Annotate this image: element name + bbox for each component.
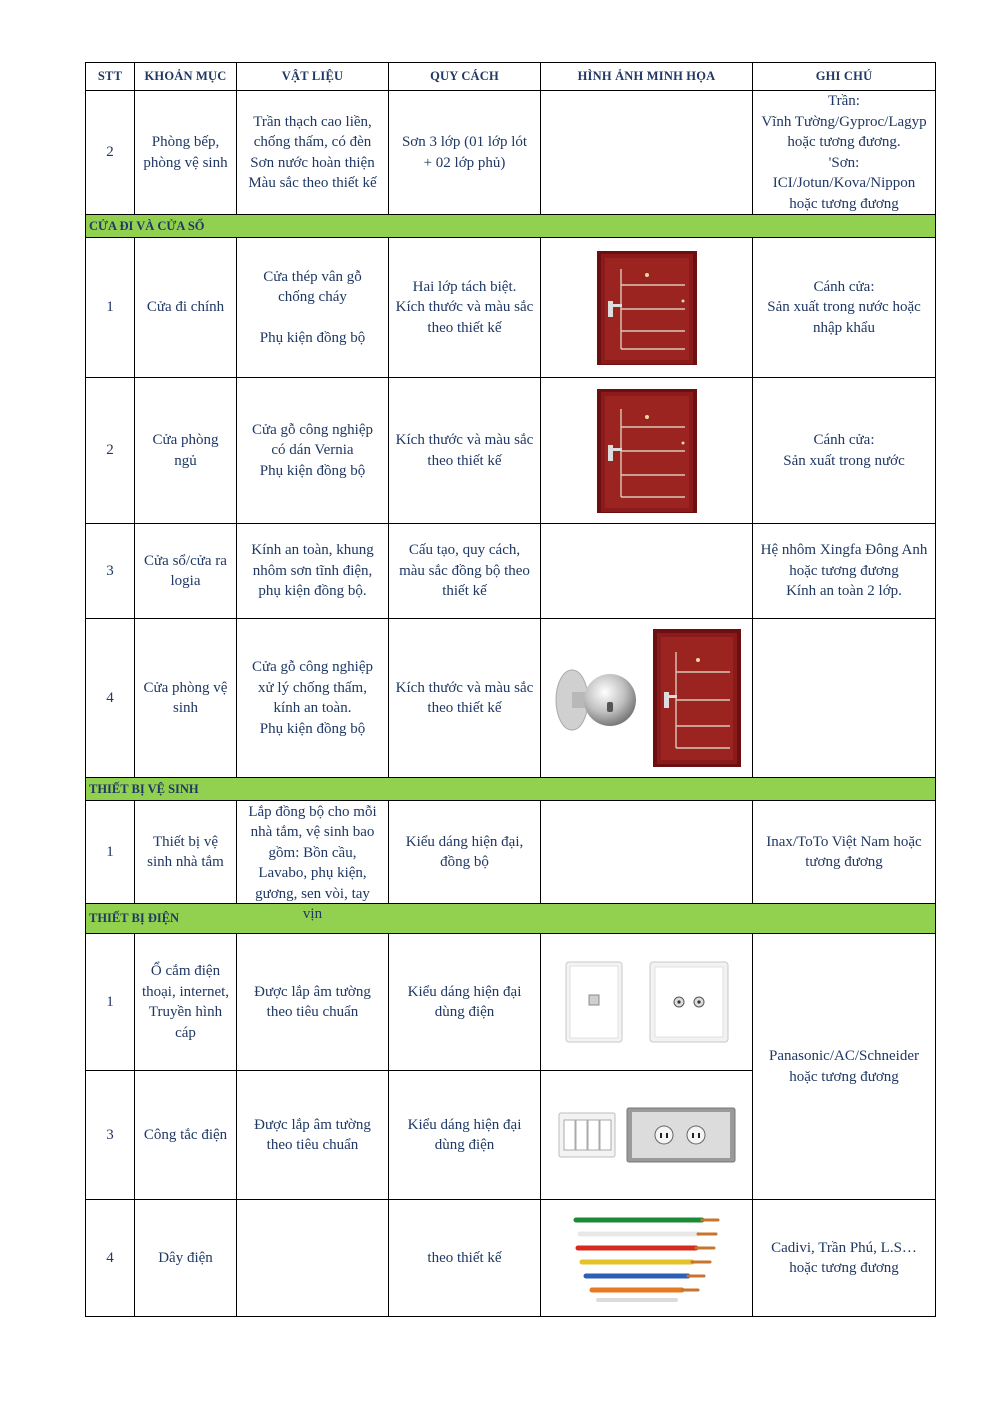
row-image xyxy=(541,801,753,904)
header-stt: STT xyxy=(86,63,135,91)
row-material-cell xyxy=(237,801,389,922)
header-row xyxy=(86,63,936,91)
header-image: HÌNH ẢNH MINH HỌA xyxy=(541,63,753,91)
row-image xyxy=(541,378,753,524)
row-image xyxy=(541,619,753,778)
table-row xyxy=(86,238,936,378)
header-spec: QUY CÁCH xyxy=(389,63,541,91)
row-note: Cánh cửa: Sản xuất trong nước hoặc nhập khẩu xyxy=(753,238,936,378)
row-stt: 1 xyxy=(86,934,135,1071)
row-note: Cánh cửa: Sản xuất trong nước xyxy=(753,378,936,524)
section-header-sanitary xyxy=(86,778,936,801)
section-title: THIẾT BỊ VỆ SINH xyxy=(86,778,936,801)
row-item: Cửa đi chính xyxy=(135,238,237,378)
row-item: Thiết bị vệ sinh nhà tắm xyxy=(135,801,237,904)
row-item: Dây điện xyxy=(135,1200,237,1317)
spec-table xyxy=(85,62,936,1317)
row-image xyxy=(541,238,753,378)
table-row xyxy=(86,619,936,778)
row-note xyxy=(753,619,936,778)
light-switch-image xyxy=(558,1112,616,1158)
row-spec: Kích thước và màu sắc theo thiết kế xyxy=(389,378,541,524)
row-stt: 2 xyxy=(86,91,135,215)
door-image xyxy=(652,628,742,768)
row-spec: Cấu tạo, quy cách, màu sắc đồng bộ theo thiết kế xyxy=(389,524,541,619)
door-image xyxy=(595,387,699,515)
row-note: Cadivi, Trần Phú, L.S… hoặc tương đương xyxy=(753,1200,936,1317)
row-material: Trần thạch cao liền, chống thấm, có đèn Sơn nước hoàn thiện Màu sắc theo thiết kế xyxy=(237,91,389,215)
row-material: Cửa thép vân gỗ chống cháy Phụ kiện đồng bộ xyxy=(237,238,389,378)
row-item: Công tắc điện xyxy=(135,1071,237,1200)
section-title: THIẾT BỊ ĐIỆN xyxy=(86,904,936,934)
row-spec: Hai lớp tách biệt. Kích thước và màu sắc theo thiết kế xyxy=(389,238,541,378)
table-row xyxy=(86,1200,936,1317)
row-spec: Kiểu dáng hiện đại dùng điện xyxy=(389,1071,541,1200)
door-image xyxy=(595,249,699,367)
row-stt: 4 xyxy=(86,1200,135,1317)
row-note: Trần: Vĩnh Tường/Gyproc/Lagyp hoặc tương đương. 'Sơn: ICI/Jotun/Kova/Nippon hoặc tương đương xyxy=(753,91,936,215)
power-outlet-image xyxy=(626,1107,736,1163)
row-image xyxy=(541,934,753,1071)
row-spec: Sơn 3 lớp (01 lớp lót + 02 lớp phủ) xyxy=(389,91,541,215)
row-material: Cửa gỗ công nghiệp có dán Vernia Phụ kiện đồng bộ xyxy=(237,378,389,524)
row-item: Ổ cắm điện thoại, internet, Truyền hình cáp xyxy=(135,934,237,1071)
row-spec: Kích thước và màu sắc theo thiết kế xyxy=(389,619,541,778)
row-stt: 1 xyxy=(86,238,135,378)
table-row xyxy=(86,378,936,524)
row-stt: 1 xyxy=(86,801,135,904)
phone-socket-image xyxy=(565,961,623,1043)
header-material: VẬT LIỆU xyxy=(237,63,389,91)
row-material: Kính an toàn, khung nhôm sơn tĩnh điện, phụ kiện đồng bộ. xyxy=(237,524,389,619)
row-image xyxy=(541,1200,753,1317)
row-spec: Kiểu dáng hiện đại, đồng bộ xyxy=(389,801,541,904)
tv-socket-image xyxy=(649,961,729,1043)
table-row xyxy=(86,91,936,215)
table-row xyxy=(86,934,936,1071)
door-knob-image xyxy=(552,658,644,738)
section-header-electrical xyxy=(86,904,936,934)
row-stt: 3 xyxy=(86,524,135,619)
section-header-doors xyxy=(86,215,936,238)
row-note: Inax/ToTo Việt Nam hoặc tương đương xyxy=(753,801,936,904)
row-item: Cửa phòng ngủ xyxy=(135,378,237,524)
table-row xyxy=(86,801,936,904)
row-material: Cửa gỗ công nghiệp xử lý chống thấm, kính an toàn. Phụ kiện đồng bộ xyxy=(237,619,389,778)
row-spec: Kiểu dáng hiện đại dùng điện xyxy=(389,934,541,1071)
row-image xyxy=(541,91,753,215)
row-material xyxy=(237,1200,389,1317)
row-note: Hệ nhôm Xingfa Đông Anh hoặc tương đương Kính an toàn 2 lớp. xyxy=(753,524,936,619)
electric-wires-image xyxy=(572,1212,722,1304)
row-note: Panasonic/AC/Schneider hoặc tương đương xyxy=(753,934,936,1200)
table-row xyxy=(86,524,936,619)
row-stt: 4 xyxy=(86,619,135,778)
row-item: Cửa phòng vệ sinh xyxy=(135,619,237,778)
row-image xyxy=(541,1071,753,1200)
header-item: KHOẢN MỤC xyxy=(135,63,237,91)
row-item: Phòng bếp, phòng vệ sinh xyxy=(135,91,237,215)
section-title: CỬA ĐI VÀ CỬA SỔ xyxy=(86,215,936,238)
row-material: Được lắp âm tường theo tiêu chuẩn xyxy=(237,934,389,1071)
row-stt: 3 xyxy=(86,1071,135,1200)
row-image xyxy=(541,524,753,619)
row-spec: theo thiết kế xyxy=(389,1200,541,1317)
row-material: Lắp đồng bộ cho mỗi nhà tắm, vệ sinh bao gồm: Bồn cầu, Lavabo, phụ kiện, gương, sen vòi, tay vịn xyxy=(248,803,377,922)
header-note: GHI CHÚ xyxy=(753,63,936,91)
row-material: Được lắp âm tường theo tiêu chuẩn xyxy=(237,1071,389,1200)
row-stt: 2 xyxy=(86,378,135,524)
row-item: Cửa sổ/cửa ra logia xyxy=(135,524,237,619)
